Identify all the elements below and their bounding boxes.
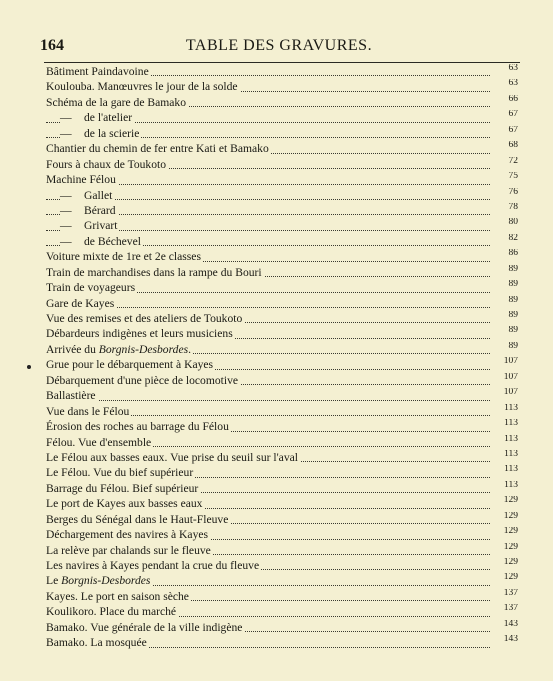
entry-title — [46, 389, 98, 402]
entry-text: Schéma de la gare de Bamako — [46, 95, 187, 109]
list-item — [46, 342, 518, 357]
entry-text: Le — [46, 574, 62, 588]
entry-title — [46, 590, 191, 603]
entry-page-number: 75 — [507, 172, 519, 184]
entry-title — [46, 327, 235, 340]
entry-page-number: 66 — [507, 95, 519, 107]
entry-title — [46, 405, 131, 418]
entry-text: Les navires à Kayes pendant la crue du fleuve — [46, 559, 260, 572]
entry-title — [46, 451, 300, 464]
list-item — [46, 481, 518, 496]
running-title: TABLE DES GRAVURES. — [185, 37, 373, 54]
list-item — [46, 465, 518, 480]
list-item — [46, 435, 518, 450]
entry-page-number: 76 — [507, 188, 519, 200]
entry-text: Le Félou. Vue du bief supérieur — [46, 466, 194, 480]
entry-text: Érosion des roches au barrage du Félou — [46, 420, 229, 434]
entry-page-number: 80 — [507, 218, 519, 230]
list-item — [46, 496, 518, 511]
entry-page-number: 113 — [502, 450, 518, 462]
entry-page-number: 89 — [507, 342, 519, 354]
list-item — [46, 249, 518, 264]
ditto-dash: — — [60, 126, 72, 140]
list-item — [46, 79, 518, 94]
entry-title — [46, 158, 168, 171]
entry-text: Ballastière — [46, 389, 96, 403]
list-item — [46, 126, 518, 141]
entry-title — [46, 528, 210, 541]
list-item — [46, 172, 518, 187]
entry-text: Koulouba. Manœuvres le jour de la solde — [46, 80, 238, 94]
entry-page-number: 67 — [507, 126, 519, 138]
entry-title — [46, 266, 264, 279]
entry-title — [60, 111, 134, 124]
entry-text: Gare de Kayes — [46, 296, 115, 310]
entry-page-number: 113 — [502, 435, 518, 447]
list-item — [46, 373, 518, 388]
entry-page-number: 129 — [502, 527, 518, 539]
list-item — [46, 543, 518, 558]
entry-page-number: 129 — [502, 543, 518, 555]
entry-page-number: 143 — [502, 635, 518, 647]
page-header — [40, 37, 518, 61]
entry-text: Débarquement d'une pièce de locomotive — [46, 373, 239, 387]
list-item — [46, 558, 518, 573]
entry-text: Arrivée du — [46, 342, 99, 356]
entry-title — [60, 189, 114, 202]
list-item — [46, 419, 518, 434]
list-item — [46, 404, 518, 419]
entry-text: Kayes. Le port en saison sèche — [46, 589, 189, 603]
entry-page-number: 89 — [507, 326, 519, 338]
entry-title — [46, 250, 203, 263]
entry-title — [60, 204, 118, 217]
entry-text: Vue dans le Félou — [46, 404, 130, 418]
list-item — [46, 512, 518, 527]
entry-text: Bamako. Vue générale de la ville indigène — [46, 620, 243, 634]
entry-text: Félou. Vue d'ensemble — [46, 435, 152, 449]
entry-text: Vue des remises et des ateliers de Toukoto — [46, 312, 243, 325]
entry-page-number: 89 — [507, 280, 519, 292]
entry-page-number: 113 — [502, 481, 518, 493]
entry-page-number: 129 — [502, 573, 518, 585]
list-item — [46, 280, 518, 295]
entry-page-number: 82 — [507, 234, 519, 246]
entry-title — [46, 436, 153, 449]
entry-page-number: 129 — [502, 496, 518, 508]
entry-title — [46, 281, 137, 294]
ditto-dash: — — [60, 219, 72, 233]
list-item — [46, 157, 518, 172]
entry-title — [46, 466, 195, 479]
entry-page-number: 86 — [507, 249, 519, 261]
list-item — [46, 188, 518, 203]
entry-text: Berges du Sénégal dans le Haut-Fleuve — [46, 512, 229, 526]
entry-text: Le port de Kayes aux basses eaux — [46, 497, 203, 511]
entry-page-number: 129 — [502, 512, 518, 524]
list-item — [46, 326, 518, 341]
entry-page-number: 137 — [502, 589, 518, 601]
entry-page-number: 137 — [502, 604, 518, 616]
list-item — [46, 64, 518, 79]
list-item — [46, 203, 518, 218]
entry-text: Grue pour le débarquement à Kayes — [46, 358, 214, 372]
entry-text: de Béchevel — [84, 234, 141, 248]
entry-title — [46, 65, 151, 78]
entry-page-number: 89 — [507, 311, 519, 323]
entry-text: de l'atelier — [84, 111, 133, 125]
list-item — [46, 265, 518, 280]
entry-page-number: 67 — [507, 110, 519, 122]
list-item — [46, 573, 518, 588]
page-number: 164 — [40, 37, 64, 54]
entry-title — [46, 482, 200, 495]
entry-text: Machine Félou — [46, 173, 116, 187]
entry-title — [60, 127, 141, 140]
entry-title — [46, 343, 193, 356]
entry-title — [46, 621, 244, 634]
entry-text: de la scierie — [84, 126, 140, 140]
list-item — [46, 635, 518, 650]
entry-title — [60, 219, 119, 232]
entry-title — [60, 235, 143, 248]
dot-leader — [46, 400, 490, 401]
entry-title — [46, 173, 118, 186]
list-item — [46, 234, 518, 249]
entry-text: Voiture mixte de 1re et 2e classes — [46, 250, 201, 264]
entry-page-number: 113 — [502, 404, 518, 416]
list-item — [46, 357, 518, 372]
entry-text: Débardeurs indigènes et leurs musiciens — [46, 327, 233, 341]
entry-page-number: 78 — [507, 203, 519, 215]
entry-title — [46, 374, 240, 387]
entry-page-number: 107 — [502, 388, 518, 400]
ditto-dash: — — [60, 203, 72, 217]
entry-text: Koulikoro. Place du marché — [46, 605, 177, 619]
entry-text: La relève par chalands sur le fleuve — [46, 543, 211, 557]
entry-page-number: 113 — [502, 419, 518, 431]
list-item — [46, 95, 518, 110]
entry-page-number: 107 — [502, 373, 518, 385]
entry-title — [46, 513, 230, 526]
entry-title — [46, 358, 215, 371]
list-item — [46, 311, 518, 326]
entry-page-number: 72 — [507, 157, 519, 169]
list-item — [46, 450, 518, 465]
list-item — [46, 218, 518, 233]
entry-text: Grivart — [84, 219, 118, 233]
entry-title — [46, 312, 244, 325]
entry-text: Fours à chaux de Toukoto — [46, 157, 167, 171]
entry-page-number: 107 — [502, 357, 518, 369]
entry-page-number: 143 — [502, 620, 518, 632]
list-item — [46, 141, 518, 156]
entry-page-number: 89 — [507, 265, 519, 277]
entry-page-number: 68 — [507, 141, 519, 153]
list-item — [46, 110, 518, 125]
list-item — [46, 604, 518, 619]
entry-text: Bâtiment Paindavoine — [46, 65, 149, 78]
list-item — [46, 620, 518, 635]
entry-title — [46, 297, 116, 310]
entry-title — [46, 559, 261, 572]
entry-title — [46, 636, 149, 649]
entry-italic-text: Borgnis-Desbordes — [98, 342, 189, 356]
entry-text-suffix: . — [188, 342, 192, 356]
entry-title — [46, 96, 188, 109]
entry-page-number: 63 — [507, 64, 519, 76]
list-item — [46, 527, 518, 542]
list-item — [46, 589, 518, 604]
list-item — [46, 388, 518, 403]
list-item — [46, 296, 518, 311]
header-rule — [44, 62, 520, 63]
entry-text: Train de marchandises dans la rampe du Bouri — [46, 265, 262, 279]
figure-list — [46, 64, 518, 651]
ditto-dash: — — [60, 188, 72, 202]
entry-page-number: 129 — [502, 558, 518, 570]
ditto-dash: — — [60, 111, 72, 125]
entry-title — [46, 605, 178, 618]
entry-page-number: 113 — [502, 465, 518, 477]
entry-title — [46, 142, 271, 155]
entry-italic-text: Borgnis-Desbordes — [61, 574, 151, 588]
entry-page-number: 63 — [507, 79, 519, 91]
entry-title — [46, 420, 231, 433]
entry-text: Bamako. La mosquée — [46, 636, 147, 650]
margin-mark — [27, 365, 31, 369]
entry-text: Barrage du Félou. Bief supérieur — [46, 481, 199, 495]
entry-text: Gallet — [84, 188, 113, 202]
entry-page-number: 89 — [507, 296, 519, 308]
entry-title — [46, 574, 152, 587]
entry-text: Chantier du chemin de fer entre Kati et Bamako — [46, 142, 269, 156]
entry-text: Bérard — [84, 203, 116, 217]
entry-title — [46, 497, 204, 510]
entry-title — [46, 544, 213, 557]
entry-title — [46, 80, 240, 93]
ditto-dash: — — [60, 234, 72, 248]
entry-text: Le Félou aux basses eaux. Vue prise du seuil sur l'aval — [46, 450, 298, 464]
entry-text: Train de voyageurs — [46, 281, 136, 295]
entry-text: Déchargement des navires à Kayes — [46, 528, 209, 542]
